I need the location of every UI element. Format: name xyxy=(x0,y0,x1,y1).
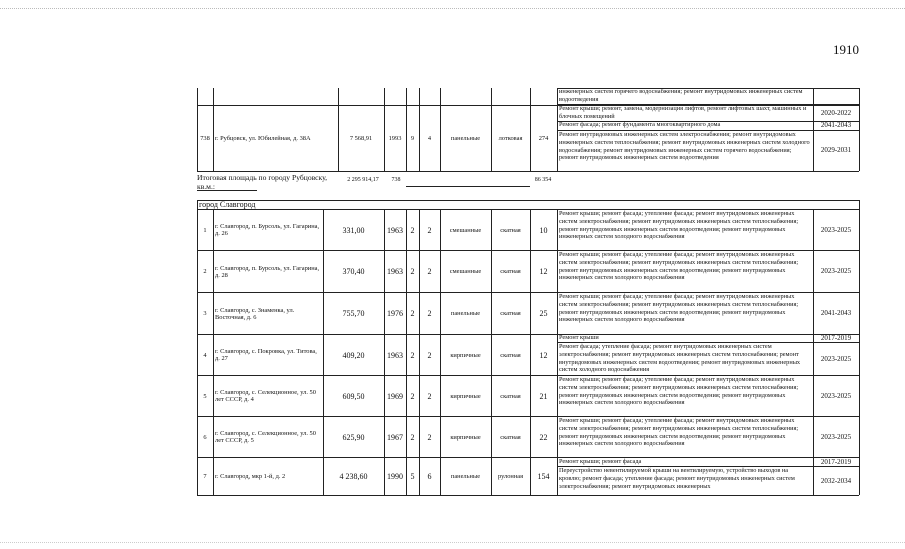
row-number: 7 xyxy=(203,473,207,480)
page-number: 1910 xyxy=(833,42,859,57)
period-cell: 2017-2019 xyxy=(820,334,852,342)
row-number: 738 xyxy=(200,134,210,142)
period-cell: 2020-2022 xyxy=(820,108,852,117)
city-heading: город Славгород xyxy=(199,200,256,209)
entrances-cell: 2 xyxy=(427,267,432,276)
entrances-cell: 2 xyxy=(427,391,432,401)
residents-cell: 22 xyxy=(539,432,548,442)
address-cell: г. Славгород, п. Бурсоль, ул. Гагарина, д. 26 xyxy=(215,223,320,237)
year-cell: 1990 xyxy=(387,472,403,481)
roof-cell: скатная xyxy=(500,226,521,234)
total-label: Итоговая площадь по городу Рубцовску, кв.м.: xyxy=(197,173,328,191)
walls-cell: кирпичные xyxy=(450,392,481,400)
entrances-cell: 2 xyxy=(427,225,432,235)
floors-cell: 9 xyxy=(410,134,415,142)
floors-cell: 2 xyxy=(410,225,415,235)
work-cell: Переустройство невентилируемой крыши на вентилируемую, устройство выходов на кровлю; ремонт фасада; утепление фасада; ремонт внутридомовых инженерных систем электроснабжения; ремонт внутридомовых инженерных xyxy=(559,467,795,490)
period-cell: 2023-2025 xyxy=(820,225,852,234)
scan-border-bottom xyxy=(0,542,905,544)
residents-cell: 21 xyxy=(539,391,548,401)
period-cell: 2041-2043 xyxy=(820,121,852,129)
area-cell: 625,90 xyxy=(342,432,365,442)
address-cell: г. Славгород, с. Знаменка, ул. Восточная, д. 6 xyxy=(215,306,295,321)
entrances-cell: 2 xyxy=(427,309,432,318)
work-cell: Ремонт фасада; ремонт фундамента многоквартирного дома xyxy=(559,121,721,128)
year-cell: 1967 xyxy=(387,432,403,442)
year-cell: 1963 xyxy=(387,267,403,276)
year-cell: 1963 xyxy=(387,350,403,360)
row-number: 2 xyxy=(203,268,207,275)
row-number: 6 xyxy=(203,433,207,441)
roof-cell: рулонная xyxy=(497,473,524,480)
address-cell: г. Славгород, с. Селекционное, ул. 50 лет СССР, д. 5 xyxy=(215,430,316,444)
work-cell: Ремонт крыши; ремонт фасада; утепление фасада; ремонт внутридомовых инженерных систем электроснабжения; ремонт внутридомовых инженерных систем теплоснабжения; ремонт внутридомовых инженерных систем водоотведения; ремонт внутридомовых инженерных систем холодного водоснабжения xyxy=(559,417,799,448)
floors-cell: 2 xyxy=(410,267,415,276)
work-cell: Ремонт крыши; ремонт фасада; утепление фасада; ремонт внутридомовых инженерных систем электроснабжения; ремонт внутридомовых инженерных систем теплоснабжения; ремонт внутридомовых инженерных систем водоотведения; ремонт внутридомовых инженерных систем холодного водоснабжения xyxy=(559,293,799,324)
total-area: 2 295 914,17 xyxy=(347,176,379,183)
residents-cell: 25 xyxy=(539,309,548,318)
total-residents: 86 354 xyxy=(534,176,552,183)
period-cell: 2032-2034 xyxy=(820,476,852,485)
roof-cell: скатная xyxy=(500,433,521,441)
walls-cell: кирпичные xyxy=(450,351,481,359)
walls-cell: панельные xyxy=(450,310,481,317)
year-cell: 1993 xyxy=(388,134,402,142)
row-number: 5 xyxy=(203,392,207,400)
entrances-cell: 6 xyxy=(427,472,432,481)
work-cell: Ремонт фасада; утепление фасада; ремонт внутридомовых инженерных систем электроснабжения; ремонт внутридомовых инженерных систем теплоснабжения; ремонт внутридомовых инженерных систем водоотведения; ремонт внутридомовых инженерных систем холодного водоснабжения xyxy=(559,343,801,374)
residents-cell: 12 xyxy=(539,350,548,360)
walls-cell: смешанные xyxy=(449,226,482,234)
residents-cell: 10 xyxy=(539,225,548,235)
walls-cell: кирпичные xyxy=(450,433,481,441)
area-cell: 7 568,91 xyxy=(349,134,373,142)
address-cell: г. Славгород, с. Покровка, ул. Титова, д. 27 xyxy=(215,348,317,362)
period-cell: 2023-2025 xyxy=(820,391,852,400)
address-cell: г. Славгород, с. Селекционное, ул. 50 лет СССР, д. 4 xyxy=(215,389,316,403)
address-cell: г. Славгород, п. Бурсоль, ул. Гагарина, д. 28 xyxy=(215,264,320,279)
residents-cell: 154 xyxy=(537,472,550,481)
area-cell: 370,40 xyxy=(342,267,365,276)
roof-cell: скатная xyxy=(500,310,521,317)
work-cell: Ремонт крыши; ремонт фасада; утепление фасада; ремонт внутридомовых инженерных систем электроснабжения; ремонт внутридомовых инженерных систем теплоснабжения; ремонт внутридомовых инженерных систем водоотведения; ремонт внутридомовых инженерных систем холодного водоснабжения xyxy=(559,251,799,282)
total-count: 738 xyxy=(391,176,401,183)
entrances-cell: 2 xyxy=(427,350,432,360)
row-number: 3 xyxy=(203,310,207,317)
work-cell: инженерных систем горячего водоснабжения; ремонт внутридомовых инженерных систем водоотведения xyxy=(559,88,803,103)
residents-cell: 274 xyxy=(538,134,549,142)
floors-cell: 2 xyxy=(410,432,415,442)
floors-cell: 2 xyxy=(410,391,415,401)
roof-cell: скатная xyxy=(500,351,521,359)
address-cell: г. Рубцовск, ул. Юбилейная, д. 38А xyxy=(215,134,311,142)
walls-cell: смешанные xyxy=(449,268,482,275)
entrances-cell: 4 xyxy=(427,134,432,142)
area-cell: 4 238,60 xyxy=(339,472,368,481)
work-cell: Ремонт крыши; ремонт фасада; утепление фасада; ремонт внутридомовых инженерных систем электроснабжения; ремонт внутридомовых инженерных систем теплоснабжения; ремонт внутридомовых инженерных систем водоотведения; ремонт внутридомовых инженерных систем холодного водоснабжения xyxy=(559,376,799,407)
floors-cell: 2 xyxy=(410,350,415,360)
period-cell: 2029-2031 xyxy=(820,146,852,154)
work-cell: Ремонт крыши; ремонт, замена, модернизация лифтов, ремонт лифтовых шахт, машинных и блочных помещений xyxy=(559,105,807,120)
row-number: 1 xyxy=(203,226,207,234)
area-cell: 331,00 xyxy=(342,225,365,235)
walls-cell: панельные xyxy=(450,134,481,142)
work-cell: Ремонт крыши; ремонт фасада xyxy=(559,458,642,465)
address-cell: г. Славгород, мкр 1-й, д. 2 xyxy=(215,473,286,480)
floors-cell: 5 xyxy=(410,472,415,481)
work-cell: Ремонт крыши; ремонт фасада; утепление фасада; ремонт внутридомовых инженерных систем электроснабжения; ремонт внутридомовых инженерных систем теплоснабжения; ремонт внутридомовых инженерных систем водоотведения; ремонт внутридомовых инженерных систем холодного водоснабжения xyxy=(559,210,799,241)
period-cell: 2017-2019 xyxy=(820,458,852,466)
work-cell: Ремонт крыши xyxy=(559,334,599,341)
period-cell: 2023-2025 xyxy=(820,354,852,363)
period-cell: 2041-2043 xyxy=(820,309,852,317)
area-cell: 409,20 xyxy=(342,350,365,360)
roof-cell: скатная xyxy=(500,392,521,400)
year-cell: 1963 xyxy=(387,225,403,235)
period-cell: 2023-2025 xyxy=(820,432,852,441)
row-number: 4 xyxy=(203,351,207,359)
walls-cell: панельные xyxy=(450,473,481,480)
roof-cell: лотковая xyxy=(498,134,523,142)
year-cell: 1976 xyxy=(387,309,403,318)
roof-cell: скатная xyxy=(500,268,521,275)
residents-cell: 12 xyxy=(539,267,548,276)
area-cell: 755,70 xyxy=(342,309,365,318)
floors-cell: 2 xyxy=(410,309,415,318)
year-cell: 1969 xyxy=(387,391,403,401)
period-cell: 2023-2025 xyxy=(820,267,852,275)
scan-border-top xyxy=(0,8,905,10)
work-cell: Ремонт внутридомовых инженерных систем электроснабжения; ремонт внутридомовых инженерных систем теплоснабжения; ремонт внутридомовых инженерных систем холодного водоснабжения; ремонт внутридомовых инженерных систем горячего водоснабжения; ремонт внутридомовых инженерных систем водоотведения xyxy=(559,131,810,162)
entrances-cell: 2 xyxy=(427,432,432,442)
area-cell: 609,50 xyxy=(342,391,365,401)
